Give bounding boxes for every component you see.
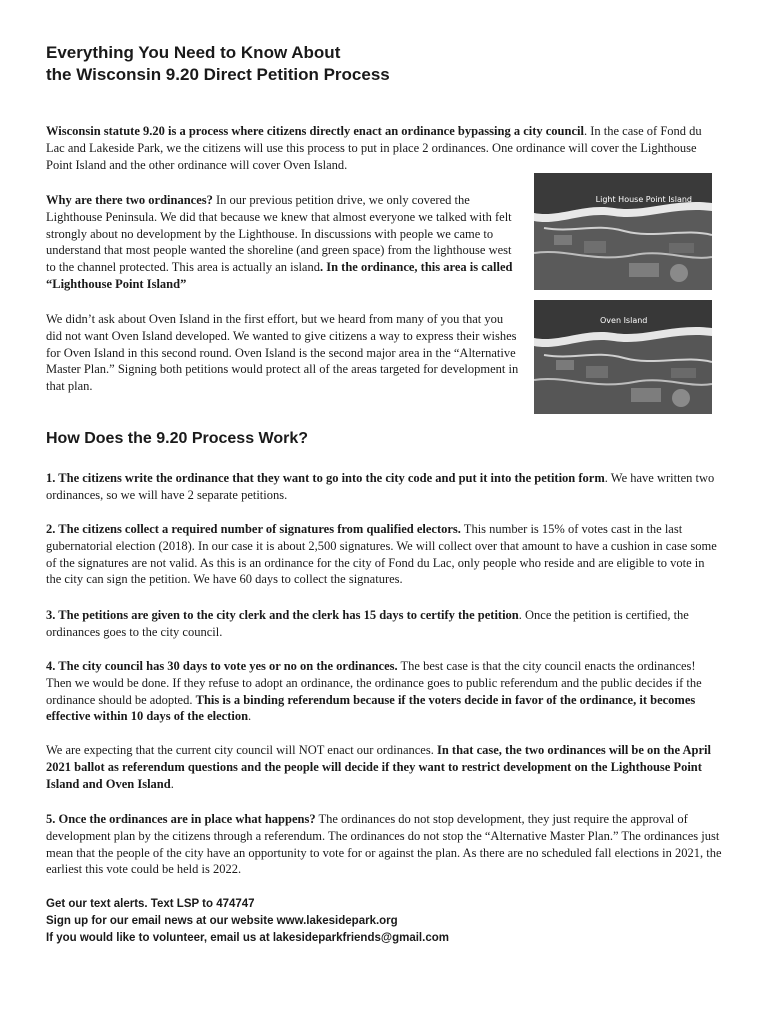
step-3-bold: 3. The petitions are given to the city clerk and the clerk has 15 days to certify the petition	[46, 608, 519, 622]
step-1-text: . We have written two ordinances, so we will have 2 separate petitions.	[46, 471, 715, 502]
title-line-1: Everything You Need to Know About	[46, 43, 341, 62]
oven-island-map	[534, 300, 712, 414]
lighthouse-point-island-map	[534, 173, 712, 290]
expectation-bold: In that case, the two ordinances will be on the April 2021 ballot as referendum questions and the people will decide if they want to restrict development on the Lighthouse Point Island and Oven Island	[46, 743, 711, 791]
title-line-2: the Wisconsin 9.20 Direct Petition Process	[46, 65, 390, 84]
intro-text: . In the case of Fond du Lac and Lakeside Park, we the citizens will use this process to put in place 2 ordinances. One ordinance will cover the Lighthouse Point Island and the other ordinance will cover Oven Island.	[46, 124, 702, 172]
footer-volunteer: If you would like to volunteer, email us at lakesideparkfriends@gmail.com	[46, 932, 449, 944]
step-4-end: .	[248, 709, 252, 724]
step-1	[46, 470, 722, 504]
footer-text-alerts: Get our text alerts. Text LSP to 474747	[46, 898, 255, 910]
step-5-bold: 5. Once the ordinances are in place what happens?	[46, 812, 316, 826]
map-label-lighthouse: Light House Point Island	[595, 195, 692, 204]
footer-email-news: Sign up for our email news at our website www.lakesidepark.org	[46, 915, 398, 927]
expectation-end: .	[170, 776, 174, 791]
why-text: In our previous petition drive, we only covered the Lighthouse Peninsula. We did that because we knew that almost everyone we talked with felt strongly about no development by the Lighthouse. In discussions with people we came to understand that most people wanted the shoreline (and green space) from the lighthouse west to the channel protected. This area is actually an island	[46, 193, 512, 275]
step-5	[46, 811, 722, 878]
why-heading: Why are there two ordinances?	[46, 193, 213, 207]
page-title	[46, 42, 390, 86]
expectation-text: We are expecting that the current city council will NOT enact our ordinances.	[46, 743, 437, 757]
how-heading: How Does the 9.20 Process Work?	[46, 430, 309, 447]
footer	[46, 896, 449, 947]
oven-paragraph	[46, 311, 521, 395]
intro-bold: Wisconsin statute 9.20 is a process where citizens directly enact an ordinance bypassing a city council	[46, 124, 584, 138]
step-3-text: . Once the petition is certified, the ordinances goes to the city council.	[46, 608, 689, 639]
step-4	[46, 658, 722, 725]
intro-paragraph	[46, 123, 722, 173]
step-5-text: The ordinances do not stop development, they just require the approval of development plan by the citizens through a referendum. The ordinances do not stop the “Alternative Master Plan.” The ordinances just mean that the people of the city have an opportunity to vote for or against the plan. As there are no scheduled fall elections in 2021, the earliest this vote could be held is 2022.	[46, 812, 722, 877]
step-2	[46, 521, 722, 588]
why-bold-end: . In the ordinance, this area is called “Lighthouse Point Island”	[46, 260, 513, 291]
step-3	[46, 607, 722, 641]
step-2-bold: 2. The citizens collect a required number of signatures from qualified electors.	[46, 522, 461, 536]
expectation-paragraph	[46, 742, 722, 792]
step-4-bold-2: This is a binding referendum because if the voters decide in favor of the ordinance, it becomes effective within 10 days of the election	[46, 692, 696, 724]
step-4-bold: 4. The city council has 30 days to vote yes or no on the ordinances.	[46, 659, 398, 673]
map-label-oven: Oven Island	[600, 316, 648, 325]
step-4-text: The best case is that the city council enacts the ordinances! Then we would be done. If they refuse to adopt an ordinance, the ordinance goes to public referendum and the public decides if the ordinance should be adopted.	[46, 659, 702, 707]
step-2-text: This number is 15% of votes cast in the last gubernatorial election (2018). In our case it is about 2,500 signatures. We will collect over that amount to have a cushion in case some of the signatures are not valid. As this is an ordinance for the city of Fond du Lac, only people who reside and are eligible to vote in the city can sign the petition. We have 60 days to collect the signatures.	[46, 522, 717, 587]
why-paragraph	[46, 192, 521, 293]
step-1-bold: 1. The citizens write the ordinance that they want to go into the city code and put it into the petition form	[46, 471, 605, 485]
oven-text: We didn’t ask about Oven Island in the first effort, but we heard from many of you that you did not want Oven Island developed. We wanted to give citizens a way to express their wishes for Oven Island in this second round. Oven Island is the second major area in the “Alternative Master Plan.” Signing both petitions would protect all of the areas targeted for development in that plan.	[46, 312, 519, 394]
